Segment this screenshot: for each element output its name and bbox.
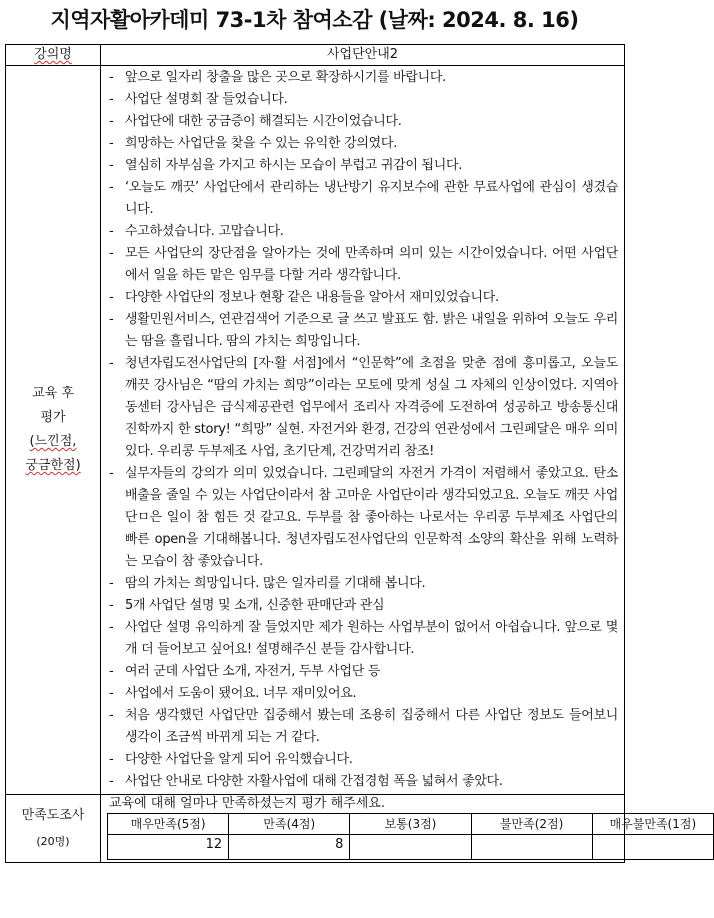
rating-header: 만족(4점)	[229, 814, 350, 835]
satisfaction-label: 만족도조사	[21, 807, 85, 823]
comment-item: - 사업단 설명 유익하게 잘 들었지만 제가 원하는 사업부분이 없어서 아쉽습니다. 앞으로 몇 개 더 들어보고 싶어요! 설명해주신 분들 감사합니다.	[105, 617, 618, 661]
lecture-name-value: 사업단안내2	[101, 45, 625, 66]
rating-header: 매우불만족(1점)	[592, 814, 713, 835]
comment-item: - 5개 사업단 설명 및 소개, 신중한 판매단과 관심	[105, 595, 618, 617]
comment-item: - 희망하는 사업단을 찾을 수 있는 유익한 강의였다.	[105, 133, 618, 155]
comment-item: - 앞으로 일자리 창출을 많은 곳으로 확장하시기를 바랍니다.	[105, 67, 618, 89]
comment-item: - ‘오늘도 깨끗’ 사업단에서 관리하는 냉난방기 유지보수에 관한 무료사업에 관심이 생겼습니다.	[105, 177, 618, 221]
satisfaction-table	[107, 813, 714, 860]
comment-item: - 실무자들의 강의가 의미 있었습니다. 그린페달의 자전거 가격이 저렴해서 좋았고요. 탄소배출을 줄일 수 있는 사업단이라서 참 고마운 사업단이라 생각되었고요. 오늘도 깨끗 사업단ㅁ은 일이 참 힘든 것 같고요. 두부를 참 좋아하는 나로서는 우리콩 두부제조 사업단의 빠른 open을 기대해봅니다. 청년자립도전사업단의 인문학적 소양의 확산을 위해 노력하는 모습이 참 좋았습니다.	[105, 463, 618, 573]
rating-value-row	[108, 835, 714, 860]
comment-item: - 사업단 설명회 잘 들었습니다.	[105, 89, 618, 111]
comment-item: - 수고하셨습니다. 고맙습니다.	[105, 221, 618, 243]
header-row	[6, 45, 625, 66]
evaluation-row	[6, 66, 625, 795]
comment-item: - 사업에서 도움이 됐어요. 너무 재미있어요.	[105, 683, 618, 705]
comment-item: - 사업단에 대한 궁금증이 해결되는 시간이었습니다.	[105, 111, 618, 133]
comment-item: - 처음 생각했던 사업단만 집중해서 봤는데 조용히 집중해서 다른 사업단 정보도 들어보니 생각이 조금씩 바뀌게 되는 거 같다.	[105, 705, 618, 749]
evaluation-label-line3: (느낀점,	[29, 434, 77, 449]
page-title: 지역자활아카데미 73-1차 참여소감 (날짜: 2024. 8. 16)	[50, 8, 579, 32]
rating-value: 8	[229, 835, 350, 860]
satisfaction-label-cell	[6, 795, 101, 863]
comment-item: - 다양한 사업단을 알게 되어 유익했습니다.	[105, 749, 618, 771]
comment-item: - 열심히 자부심을 가지고 하시는 모습이 부럽고 귀감이 됩니다.	[105, 155, 618, 177]
satisfaction-question: 교육에 대해 얼마나 만족하셨는지 평가 해주세요.	[109, 796, 385, 811]
rating-value	[471, 835, 592, 860]
comment-item: - 생활민원서비스, 연관검색어 기준으로 글 쓰고 발표도 함. 밝은 내일을 위하여 오늘도 우리는 땀을 흘립니다. 땀의 가치는 희망입니다.	[105, 309, 618, 353]
evaluation-label-line4: 궁금한점)	[25, 458, 81, 473]
comment-item: - 모든 사업단의 장단점을 알아가는 것에 만족하며 의미 있는 시간이었습니다. 어떤 사업단에서 일을 하든 맡은 임무를 다할 거라 생각합니다.	[105, 243, 618, 287]
evaluation-label-line1: 교육 후	[32, 386, 74, 401]
rating-value	[592, 835, 713, 860]
rating-header-row	[108, 814, 714, 835]
comment-item: - 땀의 가치는 희망입니다. 많은 일자리를 기대해 봅니다.	[105, 573, 618, 595]
comment-item: - 청년자립도전사업단의 [자·활 서점]에서 “인문학”에 초점을 맞춘 점에 흥미롭고, 오늘도 깨끗 강사님은 “땀의 가치는 희망”이라는 모토에 맞게 성실 그 자체의 인상이었다. 지역아동센터 강사님은 급식제공관련 업무에서 조리사 자격증에 도전하여 성공하고 방송통신대 진학까지 한 story! “희망” 실현. 자전거와 환경, 건강의 연관성에서 그린페달은 매우 의미 있다. 우리콩 두부제조 사업, 초기단계, 건강먹거리 참조!	[105, 353, 618, 463]
comment-item: - 다양한 사업단의 정보나 현황 같은 내용들을 알아서 재미있었습니다.	[105, 287, 618, 309]
survey-table	[5, 44, 697, 863]
rating-value	[350, 835, 471, 860]
comments-cell	[101, 66, 625, 795]
evaluation-label-cell	[6, 66, 101, 795]
satisfaction-row	[6, 795, 625, 863]
satisfaction-cell	[101, 795, 697, 863]
respondent-count: (20명)	[36, 834, 70, 848]
lecture-name-label: 강의명	[6, 45, 101, 66]
comment-item: - 여러 군데 사업단 소개, 자전거, 두부 사업단 등	[105, 661, 618, 683]
evaluation-label-line2: 평가	[40, 410, 66, 425]
rating-header: 불만족(2점)	[471, 814, 592, 835]
rating-value: 12	[108, 835, 229, 860]
comment-list	[101, 66, 624, 794]
rating-header: 보통(3점)	[350, 814, 471, 835]
evaluation-label	[6, 382, 100, 478]
rating-header: 매우만족(5점)	[108, 814, 229, 835]
comment-item: - 사업단 안내로 다양한 자활사업에 대해 간접경험 폭을 넓혀서 좋았다.	[105, 771, 618, 793]
